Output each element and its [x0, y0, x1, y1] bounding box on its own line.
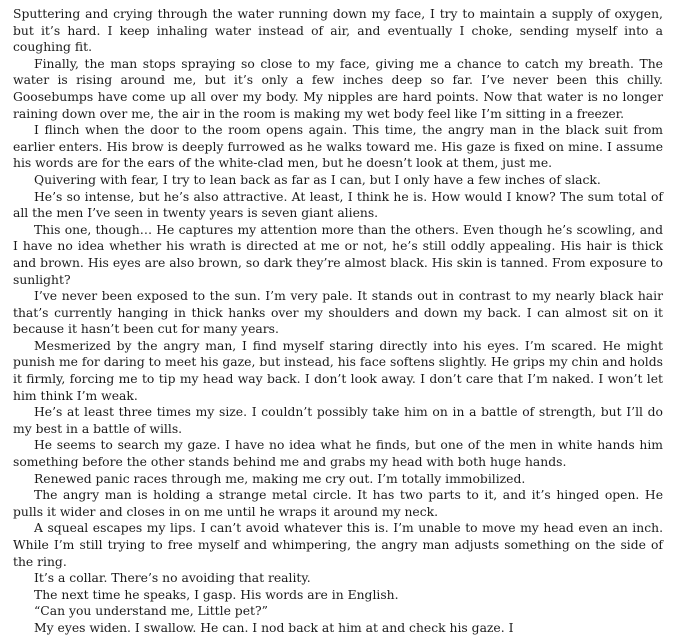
paragraph-11: Renewed panic races through me, making me cry out. I’m totally immobilized. — [34, 471, 526, 486]
paragraph-16: “Can you understand me, Little pet?” — [34, 604, 268, 619]
paragraph-3: I flinch when the door to the room opens again. This time, the angry man in the black suit from earlier enters. His brow is deeply furrowed as he walks toward me. His gaze is fixed on mine. I assume his words are for the ears of the white-clad men, but he doesn’t look at them, just me. — [13, 123, 663, 171]
paragraph-2: Finally, the man stops spraying so close to my face, giving me a chance to catch my breath. The water is rising around me, but it’s only a few inches deep so far. I’ve never been this chilly. Goosebumps have come up all over my body. My nipples are hard points. Now that water is no longer raining down over me, the air in the room is making my wet body feel like I’m sitting in a freezer. — [13, 56, 663, 121]
paragraph-8: Mesmerized by the angry man, I find myself staring directly into his eyes. I’m scared. He might punish me for daring to meet his gaze, but instead, his face softens slightly. He grips my chin and holds it firmly, forcing me to tip my head way back. I don’t look away. I don’t care that I’m naked. I won’t let him think I’m weak. — [13, 338, 663, 403]
paragraph-9: He’s at least three times my size. I couldn’t possibly take him on in a battle of strength, but I’ll do my best in a battle of wills. — [13, 405, 663, 436]
paragraph-7: I’ve never been exposed to the sun. I’m very pale. It stands out in contrast to my nearly black hair that’s currently hanging in thick hanks over my shoulders and down my back. I can almost sit on it because it hasn’t been cut for many years. — [13, 289, 663, 337]
paragraph-6: This one, though… He captures my attention more than the others. Even though he’s scowling, and I have no idea whether his wrath is directed at me or not, he’s still oddly appealing. His hair is thick and brown. His eyes are also brown, so dark they’re almost black. His skin is tanned. From exposure to sunlight? — [13, 222, 663, 287]
paragraph-5: He’s so intense, but he’s also attractive. At least, I think he is. How would I know? The sum total of all the men I’ve seen in twenty years is seven giant aliens. — [13, 189, 663, 221]
paragraph-1: Sputtering and crying through the water running down my face, I try to maintain a supply of oxygen, but it’s hard. I keep inhaling water instead of air, and eventually I choke, sending myself into a coughing fit. — [13, 7, 663, 55]
paragraph-12: The angry man is holding a strange metal circle. It has two parts to it, and it’s hinged open. He pulls it wider and closes in on me until he wraps it around my neck. — [13, 488, 663, 519]
paragraph-4: Quivering with fear, I try to lean back as far as I can, but I only have a few inches of slack. — [34, 172, 601, 187]
paragraph-13: A squeal escapes my lips. I can’t avoid whatever this is. I’m unable to move my head even an inch. While I’m still trying to free myself and whimpering, the angry man adjusts something on the side of the ring. — [13, 521, 663, 569]
paragraph-17: My eyes widen. I swallow. He can. I nod back at him at and check his gaze. I — [34, 620, 514, 635]
paragraph-15: The next time he speaks, I gasp. His words are in English. — [34, 587, 399, 602]
paragraph-10: He seems to search my gaze. I have no idea what he finds, but one of the men in white hands him something before the other stands behind me and grabs my head with both huge hands. — [13, 438, 663, 470]
paragraph-14: It’s a collar. There’s no avoiding that reality. — [34, 571, 311, 586]
